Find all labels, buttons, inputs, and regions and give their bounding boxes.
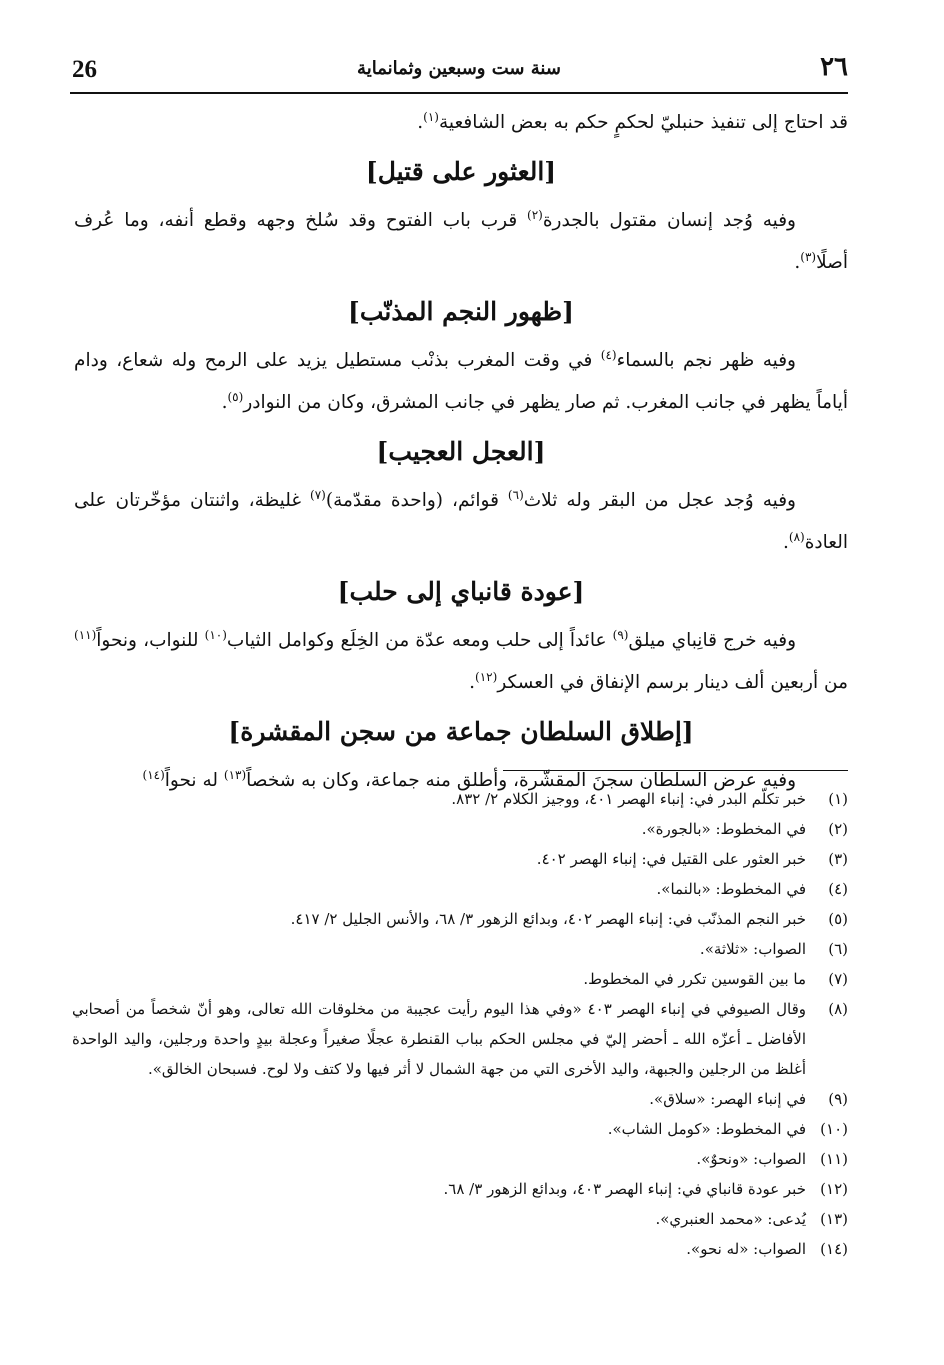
footnote-number: (٥) [828,910,848,928]
paragraph-text: وفيه عرض السلطان سجنَ المقشّرة، وأطلق منه جماعة، وكان به شخصاً [246,770,796,791]
section-title: [عودة قانباي إلى حلب] [337,577,585,606]
section-title: [ظهور النجم المذنّب] [347,297,574,326]
footnote-text: خبر عودة قانباي في: إنباء الهصر ٤٠٣، وبدائع الزهور ٣/ ٦٨. [443,1180,806,1198]
footnote-number: (٩) [828,1090,848,1108]
footnote-ref: (٥) [227,389,244,404]
footnote-item [72,814,848,844]
paragraph-text: . [469,672,476,693]
footnote-text: خبر النجم المذنّب في: إنباء الهصر ٤٠٢، وبدائع الزهور ٣/ ٦٨، والأنس الجليل ٢/ ٤١٧. [290,910,806,928]
intro-end: . [417,112,424,133]
section-paragraph [74,620,848,704]
paragraph-text: وفيه وُجد إنسان مقتول بالجدرة [542,210,796,231]
footnote-number: (١٣) [820,1210,848,1228]
footnotes-list [72,784,848,1264]
paragraph-text: للنواب، ونحواً [96,630,205,651]
paragraph-text: وفيه وُجد عجل من البقر وله ثلاث [523,490,796,511]
footnote-item [72,1204,848,1234]
footnote-number: (٨) [828,1000,848,1018]
section-paragraph [74,340,848,424]
footnote-item [72,784,848,814]
footnote-item [72,844,848,874]
intro-text: قد احتاج إلى تنفيذ حنبليّ لحكمٍ حكم به بعض الشافعية [438,112,848,133]
footnote-text: في المخطوط: «بالنما». [656,880,806,898]
section-title: [العجل العجيب] [376,437,546,466]
section-paragraph [74,480,848,564]
paragraph-text: عائداً إلى حلب ومعه عدّة من الخِلَع وكوامل الثياب [226,630,613,651]
footnote-ref: (١٠) [204,627,227,642]
footnote-number: (١٤) [820,1240,848,1258]
footnote-ref: (٨) [788,529,805,544]
footnote-text: الصواب: «ثلاثة». [699,940,806,958]
page-number-latin: 26 [72,56,97,83]
section-title: [إطلاق السلطان جماعة من سجن المقشرة] [228,717,694,746]
footnote-item [72,1144,848,1174]
footnote-ref: (١٢) [475,669,498,684]
footnote-text: الصواب: «له نحو». [686,1240,806,1258]
footnote-number: (٤) [828,880,848,898]
footnote-item [72,994,848,1084]
paragraph-text: . [794,252,801,273]
footnote-text: خبر تكلّم البدر في: إنباء الهصر ٤٠١، ووجيز الكلام ٢/ ٨٣٢. [451,790,806,808]
footnote-number: (٦) [828,940,848,958]
footnote-text: يُدعى: «محمد العنبري». [655,1210,806,1228]
paragraph-text: . [221,392,228,413]
footnote-item [72,1234,848,1264]
footnote-ref: (٤) [600,347,617,362]
footnote-ref: (٦) [507,487,524,502]
paragraph-text: قرب باب الفتوح وقد سُلخ وجهه وقطع أنفه، وما عُرف أصلًا [74,210,848,273]
footnote-text: الصواب: «ونحوٌ». [696,1150,806,1168]
paragraph-text: من أربعين ألف دينار برسم الإنفاق في العسكر [497,672,848,693]
footnote-text: في المخطوط: «بالجورة». [641,820,806,838]
footnote-text: في إنباء الهصر: «سلاق». [649,1090,806,1108]
intro-paragraph [74,102,848,144]
footnote-number: (١٢) [820,1180,848,1198]
section-paragraph [74,200,848,284]
footnote-item [72,1114,848,1144]
paragraph-text: قوائم، (واحدة مقدّمة) [325,490,508,511]
running-title: سنة ست وسبعين وثمانماية [357,58,561,79]
footnote-item [72,874,848,904]
paragraph-text: في وقت المغرب بذنْب مستطيل يزيد على الرمح وله شعاع، ودام أياماً يظهر في جانب المغرب. ثم صار يظهر في جانب المشرق، وكان من النوادر [74,350,848,413]
footnote-ref: (٢) [527,207,543,222]
footnote-number: (١١) [820,1150,848,1168]
footnote-ref: (٣) [800,249,817,264]
footnote-item [72,904,848,934]
footnote-ref: (١٣) [223,767,247,782]
section-title: [العثور على قتيل] [365,157,557,186]
footnote-item [72,934,848,964]
footnote-item [72,964,848,994]
paragraph-text: . [783,532,789,553]
paragraph-text: له نحواً [164,770,224,791]
footnote-number: (١٠) [820,1120,848,1138]
footnote-ref: (٩) [612,627,629,642]
footnote-text: ما بين القوسين تكرر في المخطوط. [583,970,806,988]
sections-container [74,150,848,802]
footnote-number: (١) [828,790,848,808]
paragraph-text: وفيه خرج قانِباي ميلق [628,630,797,651]
footnote-item [72,1174,848,1204]
footnote-number: (٢) [828,820,848,838]
main-text [74,102,848,802]
footnote-ref: (١) [423,109,439,124]
footnote-ref: (١٤) [142,767,165,782]
footnote-ref: (١١) [74,627,97,642]
page-header [70,52,848,94]
footnote-ref: (٧) [310,487,326,502]
paragraph-text: غليظة، واثنتان مؤخّرتان على العادة [74,490,848,553]
footnote-text: وقال الصيوفي في إنباء الهصر ٤٠٣ «وفي هذا اليوم رأيت عجيبة من مخلوقات الله تعالى، وهو أنّ شخصاً من أصحابي الأفاضل ـ أعزّه الله ـ أحضر إليّ في مجلس الحكم بباب القنطرة عجلًا صغيراً وعجلة بيدٍ واحدة ورجلين، واليد الواحدة أغلظ من الرجلين والجبهة، واليد الأخرى التي من جهة الشمال لا أثر فيها ولا كتف ولا لوح. فسبحان الخالق». [72,1000,806,1078]
paragraph-text: وفيه ظهر نجم بالسماء [616,350,796,371]
footnote-number: (٧) [828,970,848,988]
footnote-text: خبر العثور على القتيل في: إنباء الهصر ٤٠٢. [536,850,806,868]
page-number-arabic: ٢٦ [820,52,848,82]
footnote-text: في المخطوط: «كومل الشاب». [607,1120,806,1138]
footnote-item [72,1084,848,1114]
footnote-number: (٣) [828,850,848,868]
footnote-separator [503,770,848,771]
